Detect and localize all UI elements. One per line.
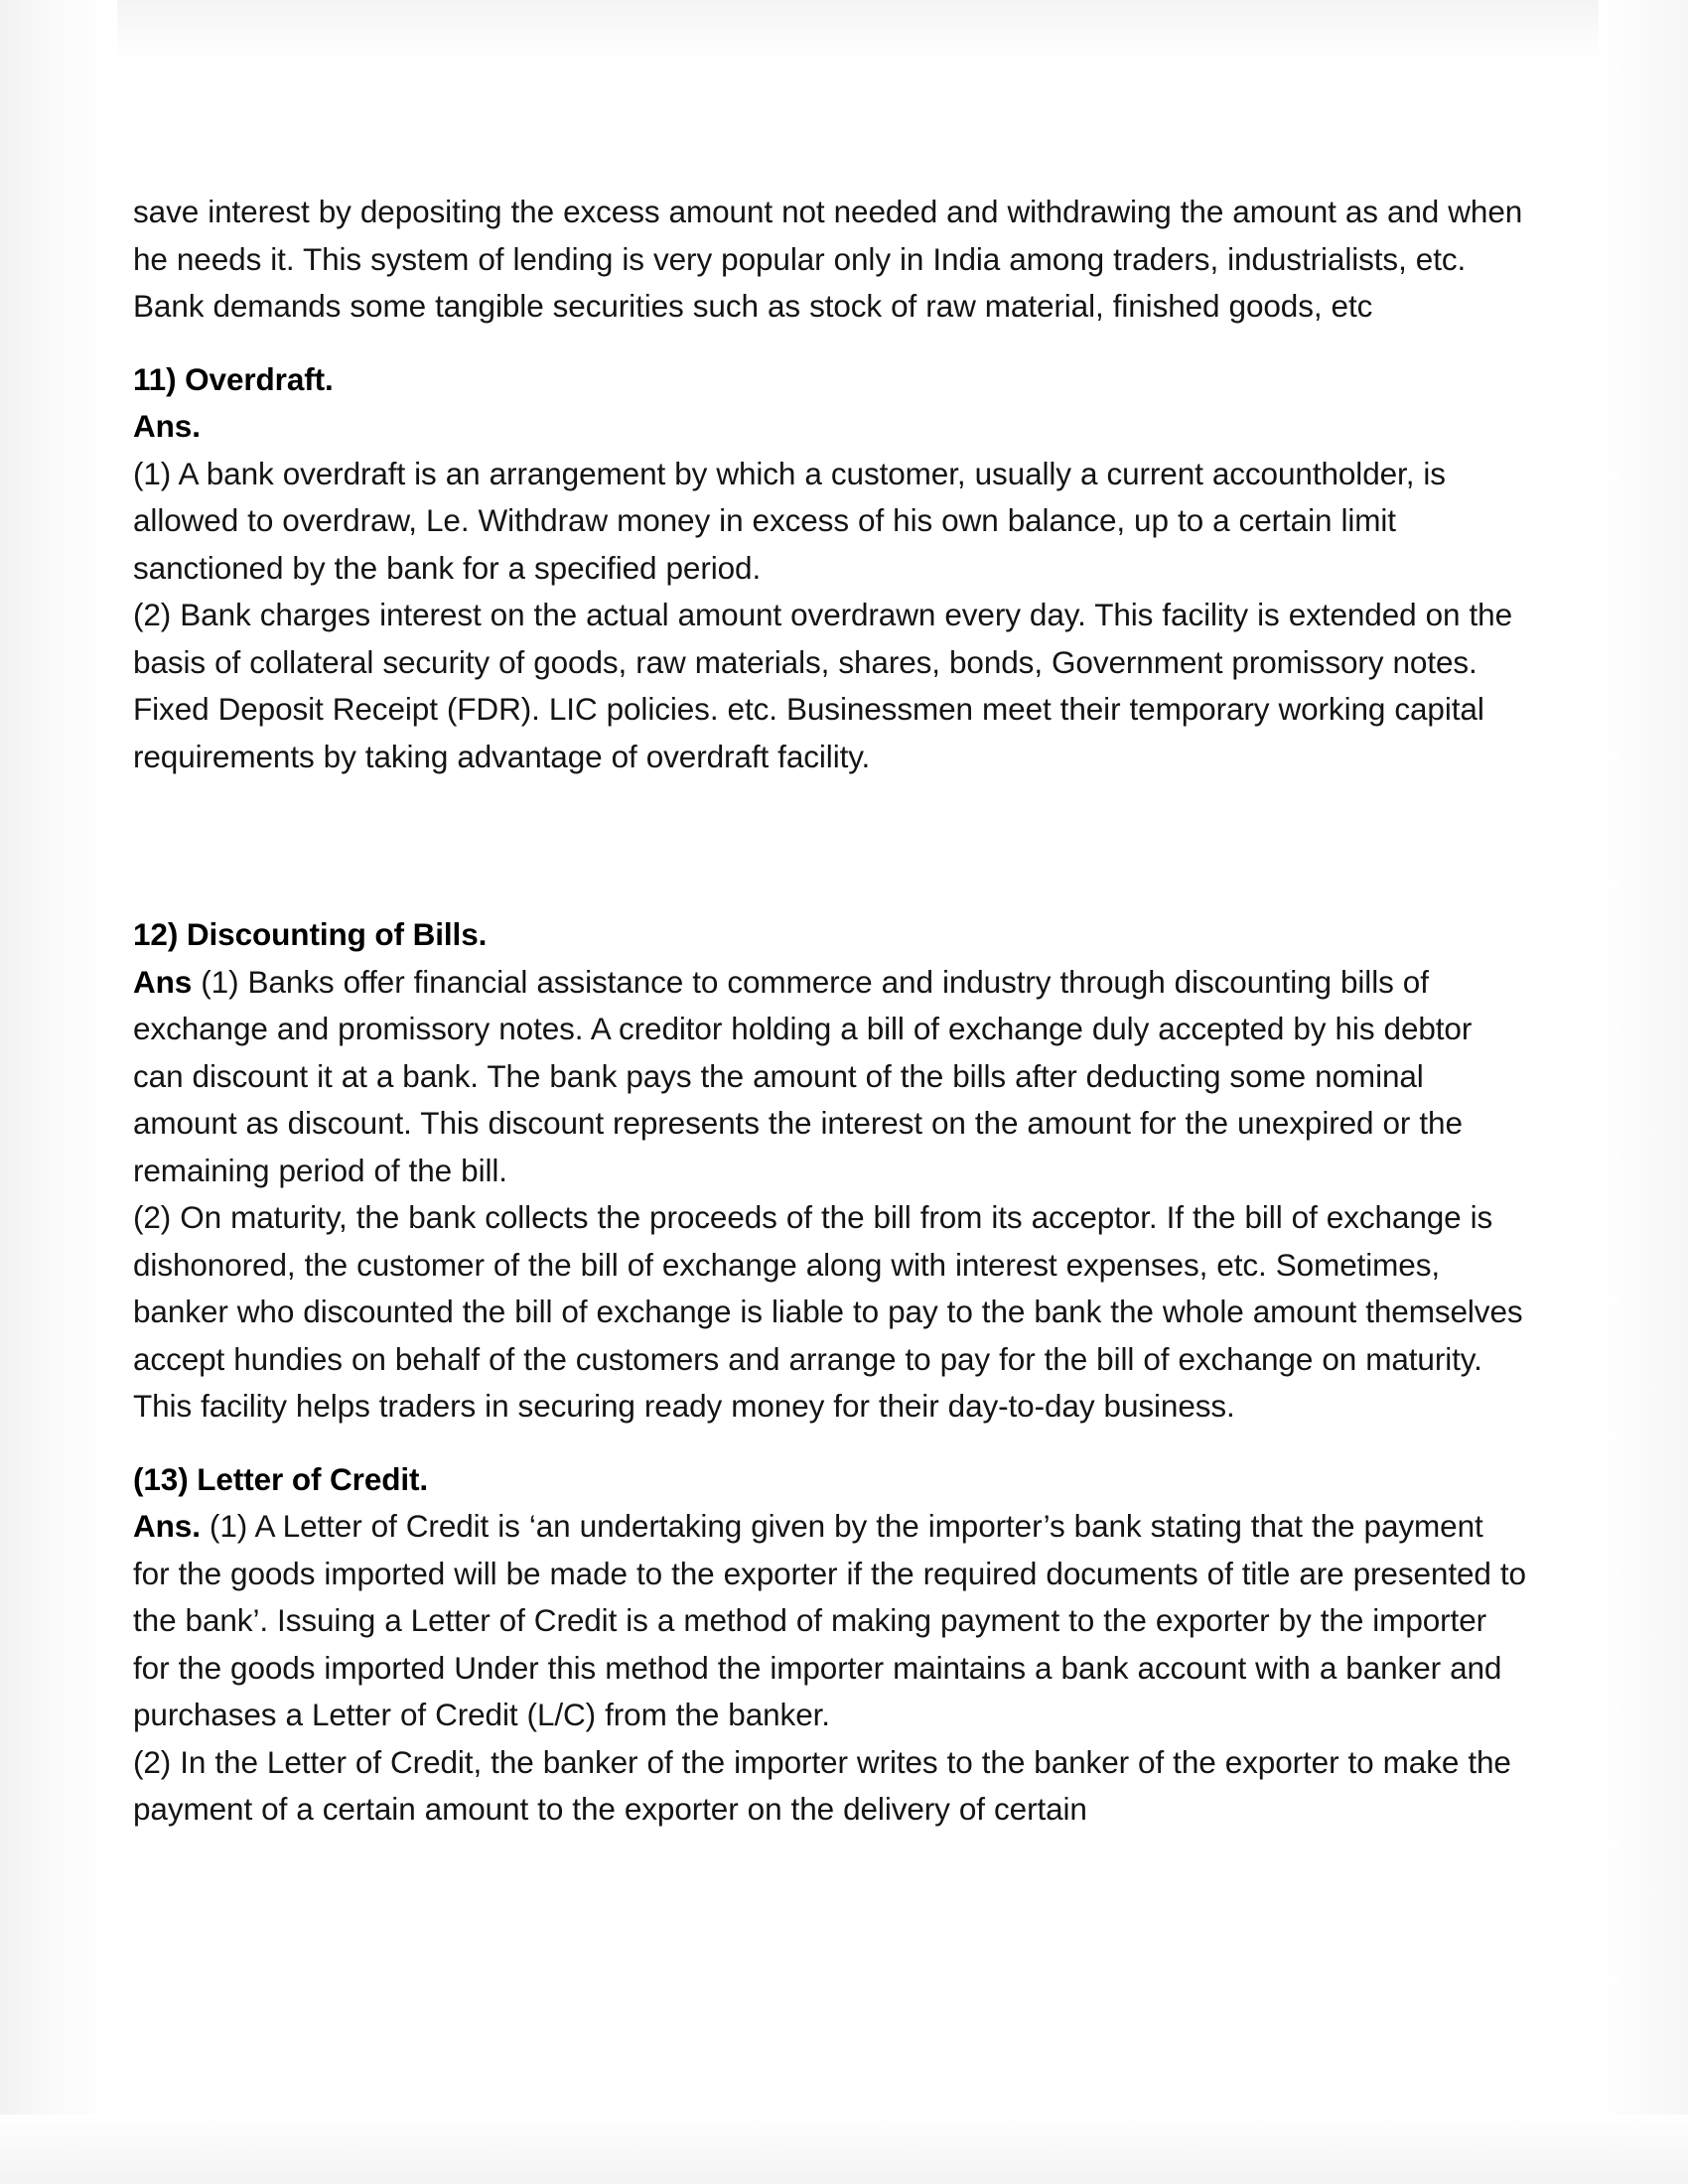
spacer [133, 780, 1528, 911]
section-heading-letter-of-credit: (13) Letter of Credit. [133, 1460, 429, 1497]
discounting-of-bills-paragraph-2: (2) On maturity, the bank collects the proceeds of the bill from its acceptor. If the bill of exchange is dishonored, the customer of the bill of exchange along with interest expenses, etc. Sometimes, banker who discounted the bill of exchange is liable to pay to the bank the whole amount themselves accept hundies on behalf of the customers and arrange to pay for the bill of exchange on maturity. This facility helps traders in securing ready money for their day-to-day business. [133, 1199, 1523, 1424]
section-heading-overdraft: 11) Overdraft. [133, 360, 334, 397]
document-text-column [133, 189, 1528, 1834]
scan-shadow-bottom [0, 2115, 1688, 2184]
answer-label-discounting-of-bills: Ans [133, 963, 193, 1000]
overdraft-paragraph-1: (1) A bank overdraft is an arrangement by which a customer, usually a current accountholder, is allowed to overdraw, Le. Withdraw money in excess of his own balance, up to a certain limit sanctioned by the bank for a specified period. [133, 455, 1446, 586]
spacer [133, 1431, 1528, 1456]
spacer [133, 331, 1528, 356]
answer-label-letter-of-credit: Ans. [133, 1508, 201, 1544]
continued-paragraph: save interest by depositing the excess amount not needed and withdrawing the amount as and when he needs it. This system of lending is very popular only in India among traders, industrialists, etc. Bank demands some tangible securities such as stock of raw material, finished goods, etc [133, 194, 1523, 324]
letter-of-credit-answer-text: (1) A Letter of Credit is ‘an undertaking given by the importer’s bank stating that the payment for the goods imported will be made to the exporter if the required documents of title are presented to the bank’. Issuing a Letter of Credit is a method of making payment to the exporter by the importer for the goods imported Under this method the importer maintains a bank account with a banker and purchases a Letter of Credit (L/C) from the banker. [133, 1508, 1526, 1732]
scan-shadow-top [0, 0, 1688, 60]
discounting-of-bills-paragraph-1 [133, 959, 1528, 1195]
section-heading-discounting-of-bills: 12) Discounting of Bills. [133, 916, 488, 952]
scan-shadow-left-gutter [0, 0, 117, 2184]
answer-label-overdraft: Ans. [133, 408, 201, 444]
letter-of-credit-paragraph-2: (2) In the Letter of Credit, the banker of the importer writes to the banker of the exporter to make the payment of a certain amount to the exporter on the delivery of certain [133, 1743, 1511, 1827]
overdraft-paragraph-2: (2) Bank charges interest on the actual amount overdrawn every day. This facility is extended on the basis of collateral security of goods, raw materials, shares, bonds, Government promissory notes. Fixed Deposit Receipt (FDR). LIC policies. etc. Businessmen meet their temporary working capital requirements by taking advantage of overdraft facility. [133, 597, 1512, 774]
letter-of-credit-paragraph-1 [133, 1503, 1528, 1739]
scan-shadow-right [1599, 0, 1688, 2184]
discounting-of-bills-answer-text: (1) Banks offer financial assistance to commerce and industry through discounting bills of exchange and promissory notes. A creditor holding a bill of exchange duly accepted by his debtor can discount it at a bank. The bank pays the amount of the bills after deducting some nominal amount as discount. This discount represents the interest on the amount for the unexpired or the remaining period of the bill. [133, 963, 1473, 1188]
